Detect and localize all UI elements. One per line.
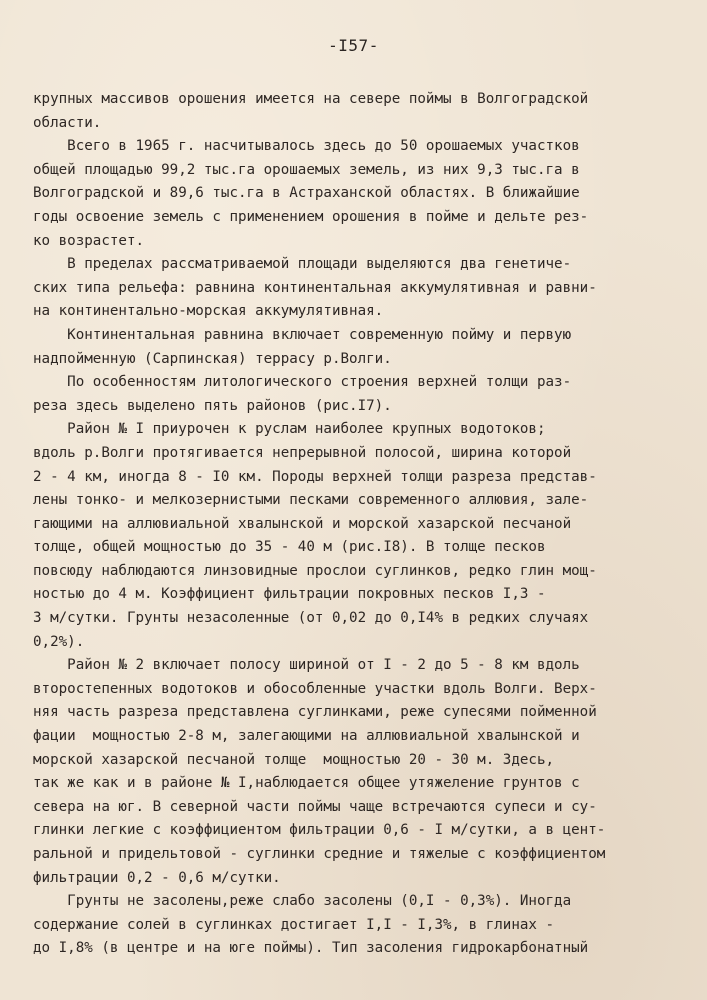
text-line: повсюду наблюдаются линзовидные прослои суглинков, редко глин мощ- <box>33 562 597 579</box>
text-line: реза здесь выделено пять районов (рис.I7). <box>33 397 392 414</box>
text-line: фильтрации 0,2 - 0,6 м/сутки. <box>33 869 281 886</box>
text-line: области. <box>33 114 102 131</box>
text-line: севера на юг. В северной части поймы чаще встречаются супеси и су- <box>33 798 597 815</box>
text-line: до I,8% (в центре и на юге поймы). Тип засоления гидрокарбонатный <box>33 940 589 957</box>
text-line: так же как и в районе № I,наблюдается общее утяжеление грунтов с <box>33 775 580 792</box>
text-line: Грунты не засолены,реже слабо засолены (0,I - 0,3%). Иногда <box>33 893 572 910</box>
text-line: Район № I приурочен к руслам наиболее крупных водотоков; <box>33 421 546 438</box>
text-line: Волгоградской и 89,6 тыс.га в Астраханской областях. В ближайшие <box>33 185 580 202</box>
text-line: общей площадью 99,2 тыс.га орошаемых земель, из них 9,3 тыс.га в <box>33 161 580 178</box>
text-line: 3 м/сутки. Грунты незасоленные (от 0,02 до 0,I4% в редких случаях <box>33 610 589 627</box>
text-line: толще, общей мощностью до 35 - 40 м (рис.I8). В толще песков <box>33 539 546 556</box>
text-line: 2 - 4 км, иногда 8 - I0 км. Породы верхней толщи разреза представ- <box>33 468 597 485</box>
text-line: гающими на аллювиальной хвалынской и морской хазарской песчаной <box>33 515 572 532</box>
text-line: По особенностям литологического строения верхней толщи раз- <box>33 374 572 391</box>
text-line: Район № 2 включает полосу шириной от I - 2 до 5 - 8 км вдоль <box>33 657 580 674</box>
body-text <box>33 88 683 961</box>
text-line: второстепенных водотоков и обособленные участки вдоль Волги. Верх- <box>33 680 597 697</box>
text-line: Континентальная равнина включает современную пойму и первую <box>33 326 572 343</box>
text-line: глинки легкие с коэффициентом фильтрации 0,6 - I м/сутки, а в цент- <box>33 822 606 839</box>
page-number: -I57- <box>328 36 379 55</box>
text-line: на континентально-морская аккумулятивная. <box>33 303 384 320</box>
text-line: лены тонко- и мелкозернистыми песками современного аллювия, зале- <box>33 492 589 509</box>
text-line: надпойменную (Сарпинская) террасу р.Волги. <box>33 350 392 367</box>
text-line: фации мощностью 2-8 м, залегающими на аллювиальной хвалынской и <box>33 728 580 745</box>
text-line: ко возрастет. <box>33 232 145 249</box>
text-line: морской хазарской песчаной толще мощностью 20 - 30 м. Здесь, <box>33 751 555 768</box>
text-line: няя часть разреза представлена суглинками, реже супесями пойменной <box>33 704 597 721</box>
text-line: годы освоение земель с применением орошения в пойме и дельте рез- <box>33 208 589 225</box>
text-line: крупных массивов орошения имеется на севере поймы в Волгоградской <box>33 91 589 107</box>
text-line: ских типа рельефа: равнина континентальная аккумулятивная и равни- <box>33 279 597 296</box>
text-line: 0,2%). <box>33 633 85 650</box>
text-line: ральной и придельтовой - суглинки средние и тяжелые с коэффициентом <box>33 846 606 862</box>
text-line: содержание солей в суглинках достигает I,I - I,3%, в глинах - <box>33 916 555 933</box>
text-line: ностью до 4 м. Коэффициент фильтрации покровных песков I,3 - <box>33 586 546 603</box>
text-line: В пределах рассматриваемой площади выделяются два генетиче- <box>33 256 572 273</box>
text-line: Всего в 1965 г. насчитывалось здесь до 50 орошаемых участков <box>33 138 580 155</box>
text-line: вдоль р.Волги протягивается непрерывной полосой, ширина которой <box>33 444 572 461</box>
